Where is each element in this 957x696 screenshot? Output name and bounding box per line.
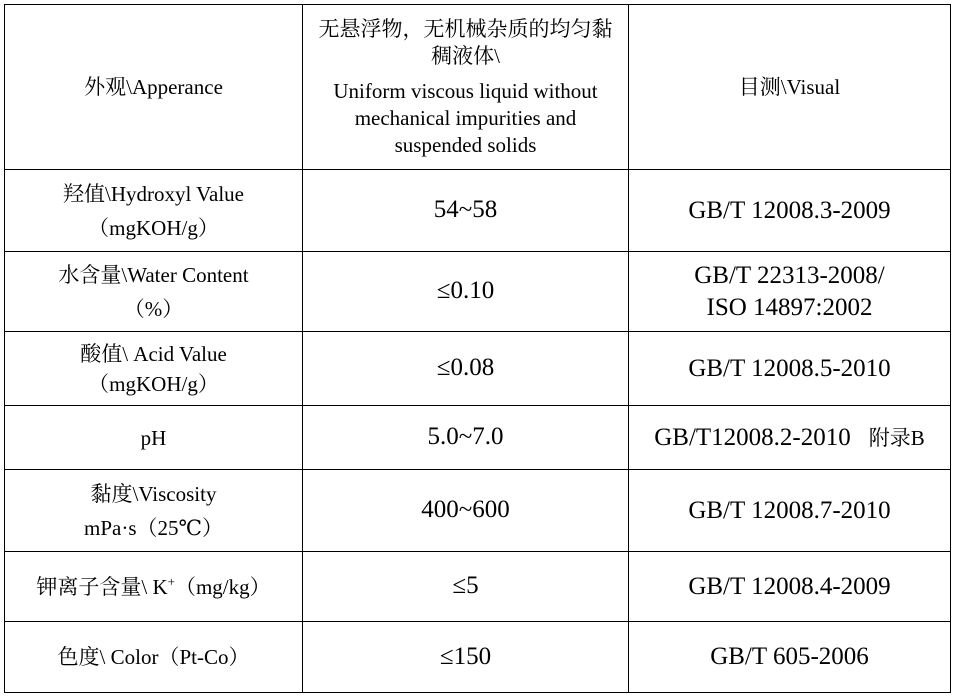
value-cell [303, 622, 629, 693]
value-cell [303, 332, 629, 406]
method-label: GB/T 12008.3-2009 [688, 196, 891, 224]
method-label-2: ISO 14897:2002 [706, 293, 873, 321]
method-label: GB/T 12008.7-2010 [688, 496, 891, 524]
property-unit: （mgKOH/g） [88, 371, 219, 396]
method-label: GB/T 12008.5-2010 [688, 354, 891, 382]
method-cell [629, 406, 951, 470]
property-cell [5, 552, 303, 622]
property-unit: （%） [123, 296, 184, 321]
table-row [5, 470, 951, 552]
property-cell [5, 252, 303, 332]
method-label: GB/T 605-2006 [710, 643, 869, 670]
property-label: 钾离子含量\ K [36, 574, 168, 599]
spec-value: ≤0.10 [436, 277, 495, 305]
appearance-value-en: Uniform viscous liquid without mechanical impurities and suspended solids [333, 78, 598, 157]
property-unit: （mgKOH/g） [88, 215, 219, 240]
property-label: 水含量\Water Content [58, 262, 249, 287]
spec-table [4, 4, 951, 693]
spec-value: ≤0.08 [436, 354, 495, 382]
property-cell [5, 470, 303, 552]
value-cell [303, 170, 629, 252]
method-cell [629, 5, 951, 170]
property-label: 外观\Apperance [84, 75, 223, 99]
spec-value: 5.0~7.0 [427, 423, 504, 451]
property-label: 黏度\Viscosity [90, 481, 217, 506]
method-label: GB/T12008.2-2010 [654, 423, 851, 451]
spec-value: 400~600 [421, 496, 510, 524]
method-suffix: 附录B [868, 425, 925, 450]
property-label: pH [140, 425, 167, 450]
table-row [5, 622, 951, 693]
spec-value: ≤5 [452, 572, 479, 600]
property-unit: （mg/kg） [174, 574, 271, 599]
method-label: GB/T 22313-2008/ [694, 261, 885, 289]
property-label: 酸值\ Acid Value [80, 341, 227, 366]
table-row [5, 406, 951, 470]
property-cell [5, 5, 303, 170]
spec-value: ≤150 [439, 642, 492, 670]
property-cell [5, 406, 303, 470]
table-row [5, 332, 951, 406]
property-superscript: + [167, 573, 175, 589]
method-cell [629, 252, 951, 332]
value-cell [303, 252, 629, 332]
method-cell [629, 470, 951, 552]
method-cell [629, 622, 951, 693]
method-label: GB/T 12008.4-2009 [688, 572, 891, 600]
method-cell [629, 332, 951, 406]
value-cell [303, 5, 629, 170]
table-row [5, 5, 951, 170]
value-cell [303, 470, 629, 552]
value-cell [303, 552, 629, 622]
table-row [5, 552, 951, 622]
value-cell [303, 406, 629, 470]
property-cell [5, 622, 303, 693]
property-label: 羟值\Hydroxyl Value [62, 181, 244, 206]
property-label: 色度\ Color（Pt-Co） [57, 645, 250, 669]
method-cell [629, 552, 951, 622]
method-label: 目测\Visual [738, 75, 841, 99]
table-row [5, 252, 951, 332]
appearance-value-cn: 无悬浮物，无机械杂质的均匀黏稠液体\ [318, 16, 613, 68]
property-cell [5, 332, 303, 406]
method-cell [629, 170, 951, 252]
property-cell [5, 170, 303, 252]
table-row [5, 170, 951, 252]
property-unit: mPa·s（25℃） [84, 515, 223, 540]
spec-value: 54~58 [433, 196, 498, 224]
